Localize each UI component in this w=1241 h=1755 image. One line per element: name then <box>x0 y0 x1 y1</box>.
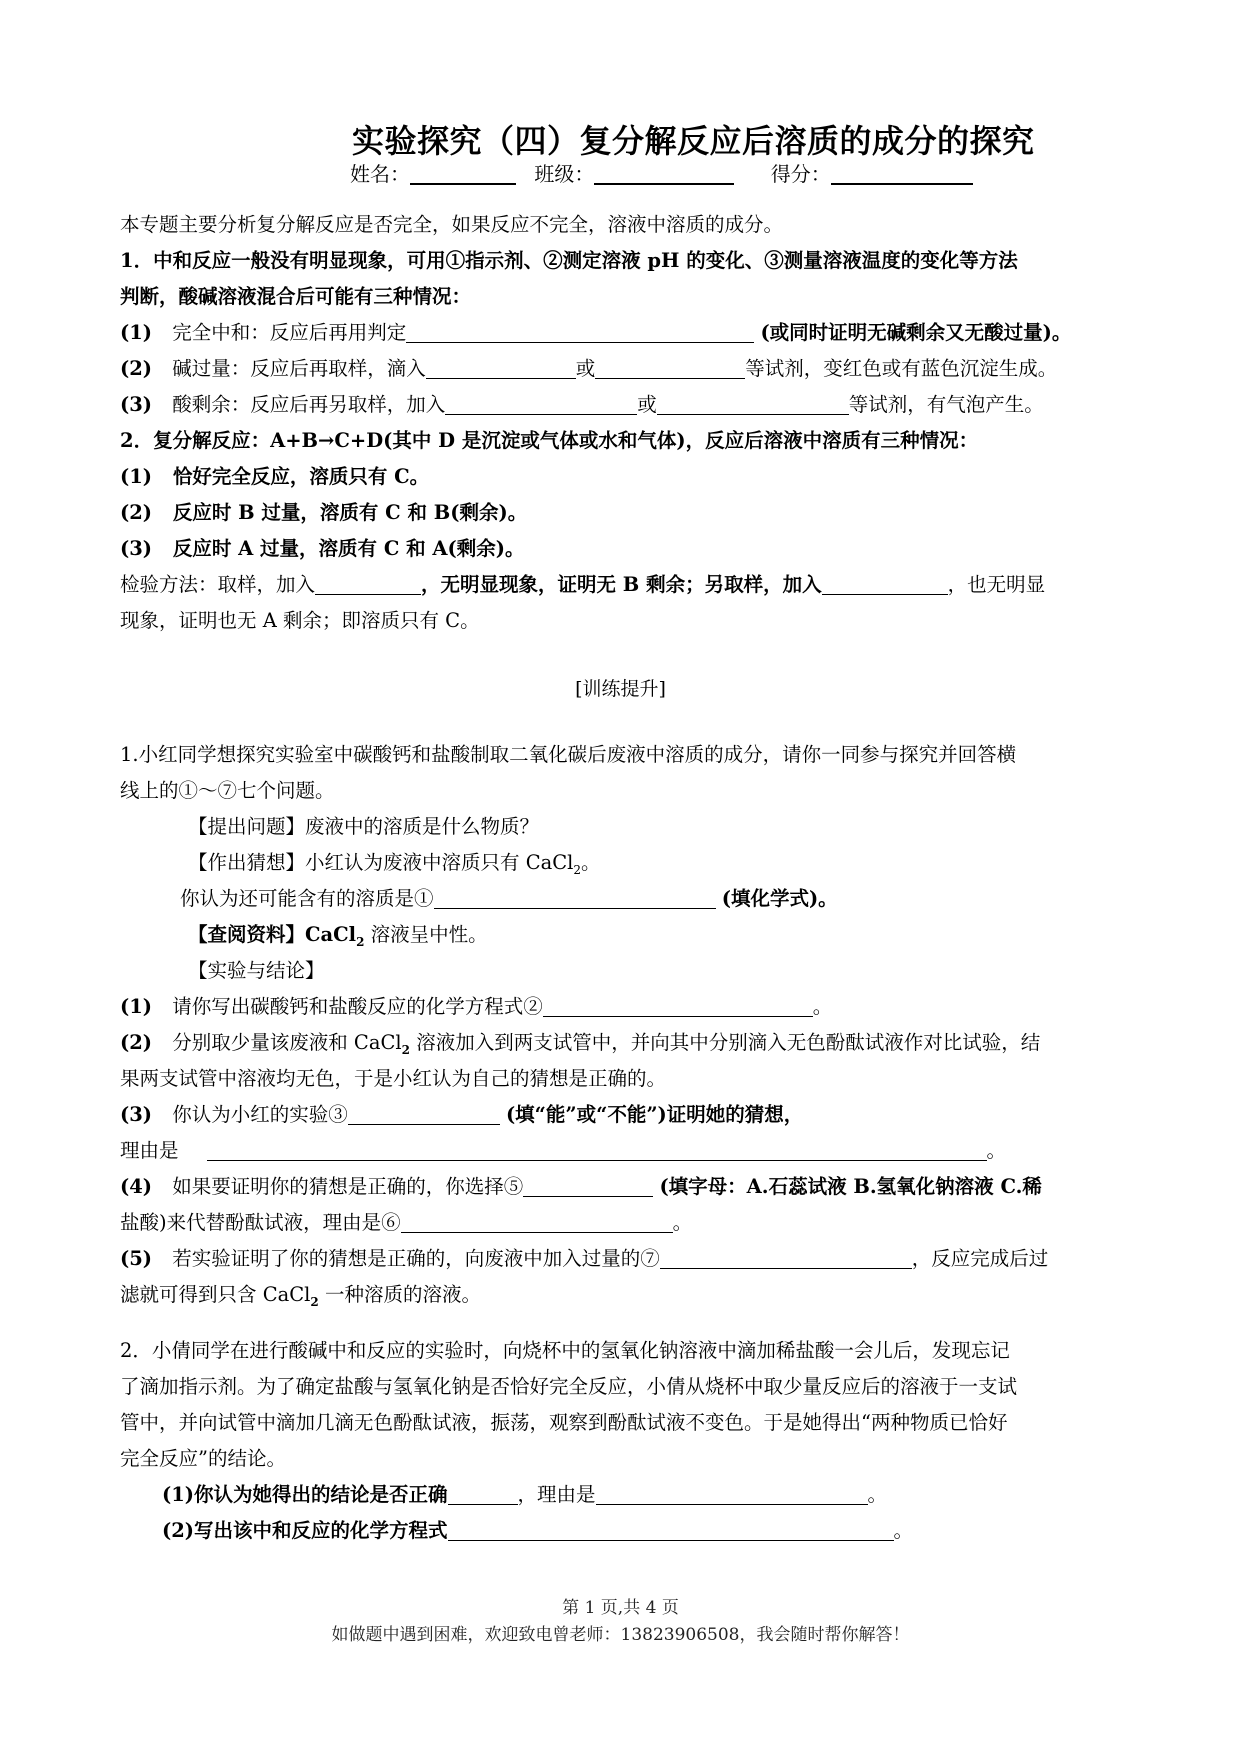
case-text: 完全中和：反应后再用判定 <box>172 321 407 344</box>
q1-blank-1-prompt: 你认为还可能含有的溶质是① <box>180 887 434 910</box>
q2-stem-line-4: 完全反应”的结论。 <box>120 1447 286 1470</box>
answer-blank-2[interactable] <box>543 996 813 1017</box>
q1-part-3-reason <box>120 1138 1006 1164</box>
item-number: (3) <box>120 1103 153 1126</box>
reason-label: ，理由是 <box>517 1483 596 1506</box>
score-label: 得分： <box>770 162 831 186</box>
q1-part-1-text: 请你写出碳酸钙和盐酸反应的化学方程式② <box>172 995 543 1018</box>
q1-part-2-text-cont: 溶液加入到两支试管中，并向其中分别滴入无色酚酞试液作对比试验，结 <box>410 1031 1041 1054</box>
q1-part-4 <box>120 1174 1042 1200</box>
period: 。 <box>812 995 833 1018</box>
case-text: 碱过量：反应后再取样，滴入 <box>172 357 426 380</box>
item-number: (4) <box>120 1175 153 1198</box>
case-b-excess <box>120 500 527 526</box>
q1-part-4-cont <box>120 1210 692 1236</box>
q1-reference-end: 溶液呈中性。 <box>364 923 488 946</box>
student-info-line <box>350 158 973 187</box>
name-blank[interactable] <box>410 163 516 185</box>
answer-blank[interactable] <box>315 574 421 595</box>
q1-blank-1-hint: (填化学式)。 <box>721 887 838 910</box>
method-text: 检验方法：取样，加入 <box>120 573 316 596</box>
item-number: (1) <box>120 321 153 344</box>
q1-part-5-text-cont: ，反应完成后过 <box>911 1247 1049 1270</box>
period: 。 <box>893 1519 914 1542</box>
answer-blank-7[interactable] <box>660 1248 912 1269</box>
answer-blank-1[interactable] <box>434 888 716 909</box>
test-method-cont: 现象，证明也无 A 剩余；即溶质只有 C。 <box>120 609 480 632</box>
name-label: 姓名： <box>350 162 410 186</box>
q1-part-3-text: 你认为小红的实验③ <box>172 1103 348 1126</box>
q1-part-3-hint: (填“能”或“不能”)证明她的猜想， <box>505 1103 804 1126</box>
answer-blank[interactable] <box>595 358 745 379</box>
case-complete-neutralization <box>120 320 1071 346</box>
class-blank[interactable] <box>594 163 734 185</box>
q1-part-3 <box>120 1102 803 1128</box>
subscript: 2 <box>310 1294 319 1309</box>
q2-sub-2-text: (2)写出该中和反应的化学方程式 <box>162 1519 448 1542</box>
intro-point-1-cont: 判断，酸碱溶液混合后可能有三种情况： <box>120 285 472 308</box>
period: 。 <box>867 1483 888 1506</box>
intro-point-2: 2．复分解反应：A+B→C+D(其中 D 是沉淀或气体或水和气体)，反应后溶液中溶质有三种情况： <box>120 429 979 452</box>
q1-stem-cont: 线上的①～⑦七个问题。 <box>120 779 335 802</box>
answer-blank[interactable] <box>406 322 754 343</box>
answer-blank[interactable] <box>657 394 849 415</box>
q1-part-4-text-cont: 盐酸)来代替酚酞试液，理由是⑥ <box>120 1211 401 1234</box>
subscript: 2 <box>401 1042 410 1057</box>
answer-blank-5[interactable] <box>523 1176 653 1197</box>
q1-part-5 <box>120 1246 1048 1272</box>
answer-blank[interactable] <box>596 1484 868 1505</box>
period: 。 <box>672 1211 693 1234</box>
subscript: 2 <box>356 934 365 949</box>
case-text: (或同时证明无碱剩余又无酸过量)。 <box>760 321 1072 344</box>
case-a-excess <box>120 536 525 562</box>
answer-blank[interactable] <box>445 394 637 415</box>
period: 。 <box>986 1139 1007 1162</box>
reason-label: 理由是 <box>120 1139 179 1162</box>
q1-experiment-header: 【实验与结论】 <box>188 959 325 982</box>
case-text: 恰好完全反应，溶质只有 C。 <box>172 465 430 488</box>
q1-stem: 1.小红同学想探究实验室中碳酸钙和盐酸制取二氧化碳后废液中溶质的成分，请你一同参与探究并回答横 <box>120 743 1017 766</box>
answer-blank-3[interactable] <box>348 1104 500 1125</box>
q2-sub-1-text: (1)你认为她得出的结论是否正确 <box>162 1483 448 1506</box>
answer-blank-6[interactable] <box>401 1212 673 1233</box>
item-number: (1) <box>120 995 153 1018</box>
intro-line: 本专题主要分析复分解反应是否完全，如果反应不完全，溶液中溶质的成分。 <box>120 213 784 236</box>
case-exact <box>120 464 429 490</box>
case-text: 等试剂，有气泡产生。 <box>848 393 1044 416</box>
intro-point-1: 1．中和反应一般没有明显现象，可用①指示剂、②测定溶液 pH 的变化、③测量溶液温度的变化等方法 <box>120 249 1018 272</box>
method-text: ，也无明显 <box>947 573 1046 596</box>
class-label: 班级： <box>534 162 595 186</box>
answer-blank[interactable] <box>448 1520 894 1541</box>
q1-reference <box>188 922 488 955</box>
q1-raise-question: 【提出问题】废液中的溶质是什么物质？ <box>188 815 540 838</box>
q1-part-5-text: 若实验证明了你的猜想是正确的，向废液中加入过量的⑦ <box>172 1247 660 1270</box>
q1-part-5-end-text: 滤就可得到只含 CaCl <box>120 1283 311 1306</box>
answer-blank[interactable] <box>426 358 576 379</box>
footer-note: 如做题中遇到困难，欢迎致电曾老师：13823906508，我会随时帮你解答！ <box>331 1625 910 1645</box>
q1-hypothesis-end: 。 <box>581 851 601 874</box>
item-number: (3) <box>120 393 153 416</box>
page-number: 第 1 页,共 4 页 <box>562 1598 679 1618</box>
case-text: 或 <box>575 357 596 380</box>
section-title: [训练提升] <box>575 678 666 700</box>
q2-stem: 2．小倩同学在进行酸碱中和反应的实验时，向烧杯中的氢氧化钠溶液中滴加稀盐酸一会儿后，发现忘记 <box>120 1339 1010 1362</box>
case-text: 反应时 A 过量，溶质有 C 和 A(剩余)。 <box>172 537 525 560</box>
q1-part-1 <box>120 994 832 1020</box>
subscript: 2 <box>573 862 582 877</box>
q1-part-4-hint: (填字母：A.石蕊试液 B.氢氧化钠溶液 C.稀 <box>659 1175 1042 1198</box>
case-text: 或 <box>637 393 657 416</box>
answer-blank[interactable] <box>448 1484 518 1505</box>
case-text: 酸剩余：反应后再另取样，加入 <box>172 393 446 416</box>
case-text: 反应时 B 过量，溶质有 C 和 B(剩余)。 <box>172 501 528 524</box>
q1-part-5-end: 一种溶质的溶液。 <box>318 1283 481 1306</box>
item-number: (2) <box>120 1031 153 1054</box>
q1-part-4-text: 如果要证明你的猜想是正确的，你选择⑤ <box>172 1175 524 1198</box>
q1-blank-1-line <box>180 886 838 912</box>
score-blank[interactable] <box>831 163 973 185</box>
case-acid-excess <box>120 392 1044 418</box>
q1-part-2-text: 分别取少量该废液和 CaCl <box>172 1031 402 1054</box>
q2-sub-2 <box>162 1518 913 1544</box>
test-method-line <box>120 572 1045 598</box>
q2-stem-line-3: 管中，并向试管中滴加几滴无色酚酞试液，振荡，观察到酚酞试液不变色。于是她得出“两种物质已恰好 <box>120 1411 1008 1434</box>
q1-reference-text: 【查阅资料】CaCl <box>188 923 357 946</box>
item-number: (2) <box>120 357 153 380</box>
method-text: ，无明显现象，证明无 B 剩余；另取样，加入 <box>421 573 822 596</box>
q2-stem-line-2: 了滴加指示剂。为了确定盐酸与氢氧化钠是否恰好完全反应，小倩从烧杯中取少量反应后的溶液于一支试 <box>120 1375 1018 1398</box>
answer-blank-4[interactable] <box>207 1140 987 1161</box>
q1-part-2 <box>120 1030 1040 1063</box>
q1-hypothesis-text: 【作出猜想】小红认为废液中溶质只有 CaCl <box>188 851 574 874</box>
answer-blank[interactable] <box>822 574 948 595</box>
item-number: (1) <box>120 465 153 488</box>
q1-part-2-cont: 果两支试管中溶液均无色，于是小红认为自己的猜想是正确的。 <box>120 1067 667 1090</box>
q2-sub-1 <box>162 1482 887 1508</box>
case-base-excess <box>120 356 1057 382</box>
item-number: (2) <box>120 501 153 524</box>
case-text: 等试剂，变红色或有蓝色沉淀生成。 <box>745 357 1058 380</box>
page-title: 实验探究（四）复分解反应后溶质的成分的探究 <box>352 122 1035 160</box>
q1-part-5-cont <box>120 1282 481 1315</box>
item-number: (3) <box>120 537 153 560</box>
item-number: (5) <box>120 1247 153 1270</box>
q1-hypothesis <box>188 850 601 883</box>
